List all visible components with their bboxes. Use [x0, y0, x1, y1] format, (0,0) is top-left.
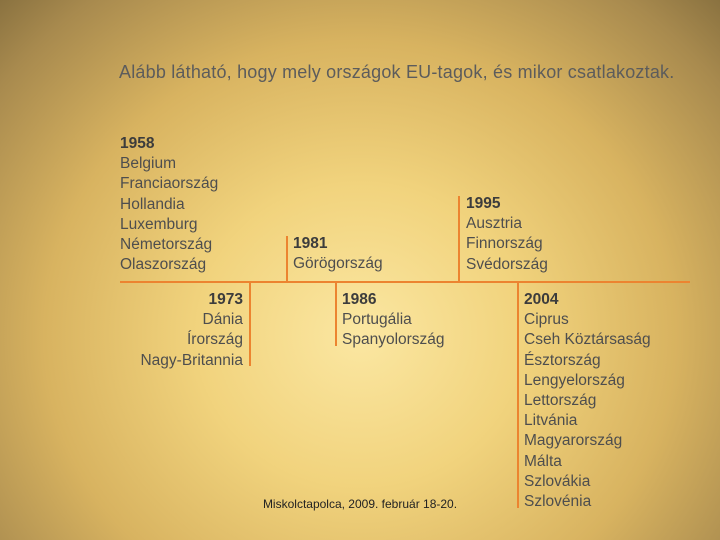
- country-item: Szlovénia: [524, 493, 592, 511]
- country-item: Portugália: [342, 311, 412, 329]
- year-label: 1973: [208, 291, 243, 308]
- group-1995: [466, 194, 548, 275]
- country-item: Finnország: [466, 235, 543, 253]
- country-item: Málta: [524, 452, 562, 470]
- country-item: Lengyelország: [524, 371, 625, 389]
- country-item: Nagy-Britannia: [140, 351, 243, 369]
- timeline-tick-1973: [249, 282, 251, 366]
- timeline-tick-1981: [286, 236, 288, 282]
- country-item: Írország: [187, 331, 243, 349]
- year-label: 1958: [120, 135, 155, 152]
- group-2004: [524, 290, 651, 512]
- timeline-tick-2004: [517, 282, 519, 508]
- timeline-axis: [120, 281, 690, 283]
- country-item: Belgium: [120, 155, 176, 173]
- country-item: Ciprus: [524, 311, 569, 329]
- slide-footer: Miskolctapolca, 2009. február 18-20.: [262, 497, 458, 511]
- country-item: Cseh Köztársaság: [524, 331, 651, 349]
- timeline-tick-1995: [458, 196, 460, 282]
- group-1986: [342, 290, 445, 351]
- year-label: 1981: [293, 235, 328, 252]
- country-item: Szlovákia: [524, 472, 591, 490]
- country-item: Hollandia: [120, 195, 185, 213]
- country-item: Dánia: [202, 311, 243, 329]
- country-item: Luxemburg: [120, 215, 198, 233]
- country-item: Németország: [120, 236, 213, 254]
- group-1958: [120, 134, 218, 275]
- country-item: Magyarország: [524, 432, 623, 450]
- country-item: Franciaország: [120, 175, 219, 193]
- country-item: Görögország: [293, 255, 383, 273]
- year-label: 1995: [466, 195, 501, 212]
- country-item: Ausztria: [466, 215, 522, 233]
- country-item: Svédország: [466, 255, 548, 273]
- timeline-tick-1986: [335, 282, 337, 346]
- country-item: Litvánia: [524, 412, 578, 430]
- year-label: 2004: [524, 291, 559, 308]
- country-item: Észtország: [524, 351, 601, 369]
- group-1973: [100, 290, 243, 371]
- year-label: 1986: [342, 291, 377, 308]
- group-1981: [293, 234, 383, 274]
- country-item: Lettország: [524, 392, 597, 410]
- slide-heading: Alább látható, hogy mely országok EU-tagok, és mikor csatlakoztak.: [119, 62, 675, 82]
- country-item: Spanyolország: [342, 331, 445, 349]
- country-item: Olaszország: [120, 256, 207, 274]
